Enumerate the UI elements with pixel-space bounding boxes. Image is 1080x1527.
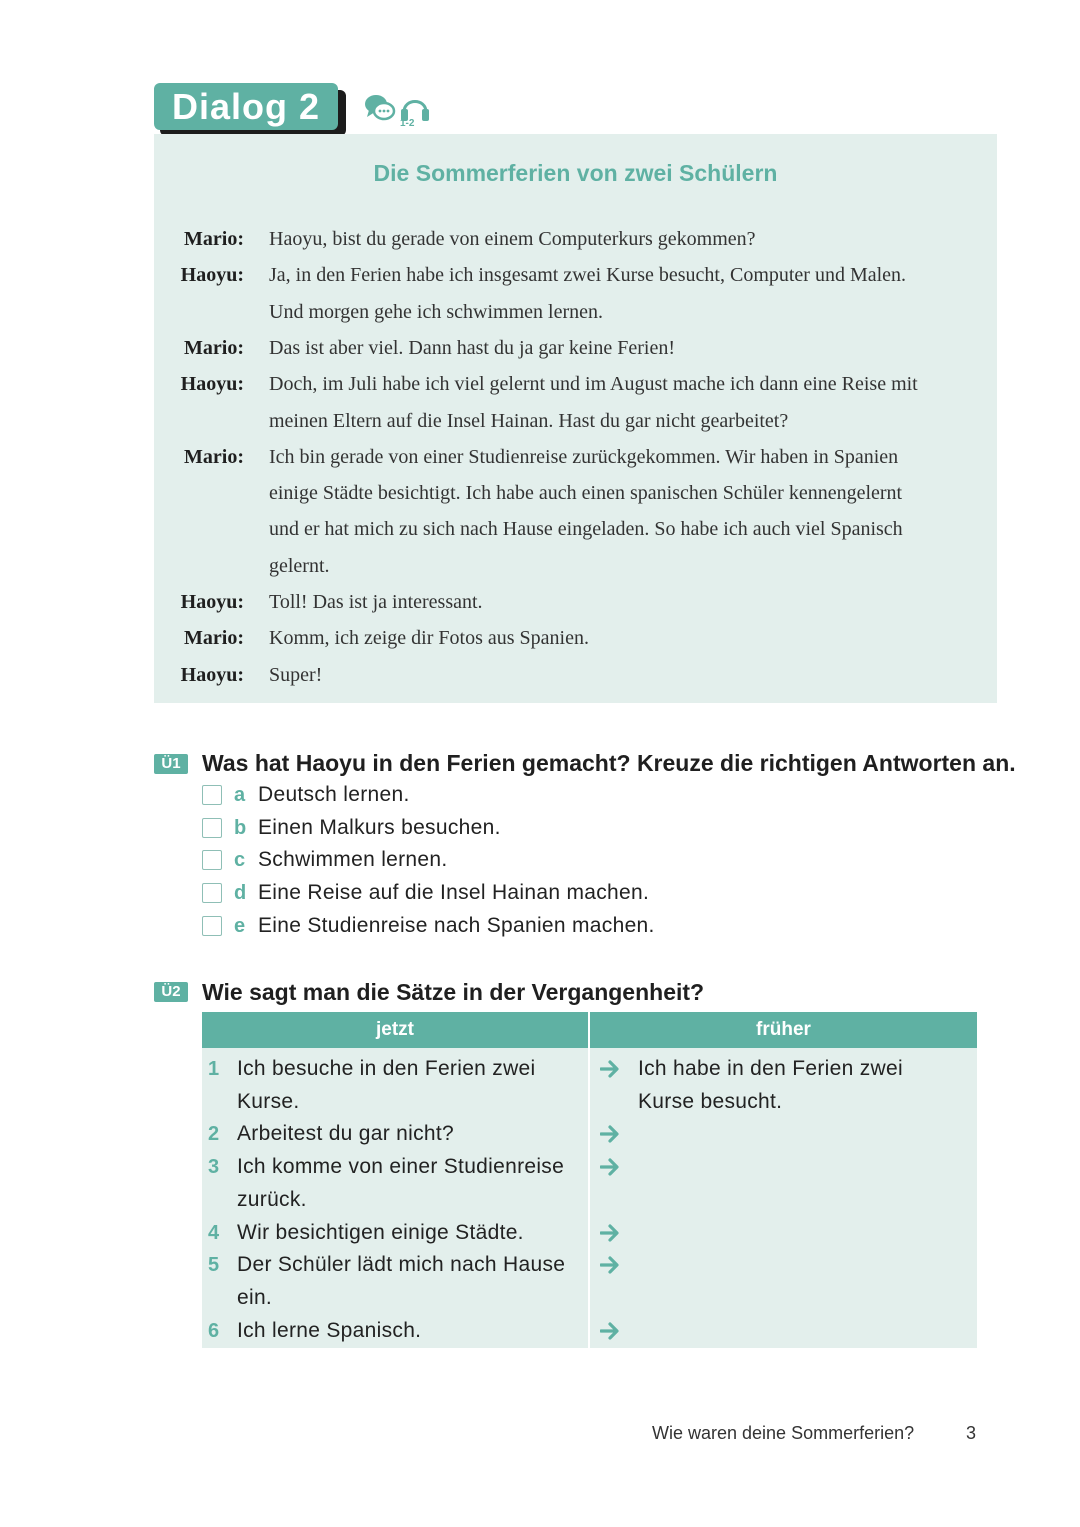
answer-option — [202, 846, 902, 876]
exercise-1-title: Was hat Haoyu in den Ferien gemacht? Kreuze die richtigen Antworten an. — [202, 750, 1016, 776]
dialog-text: gelernt. — [269, 554, 330, 577]
dialog-text: Haoyu, bist du gerade von einem Computerkurs gekommen? — [269, 228, 756, 250]
option-text: Einen Malkurs besuchen. — [258, 815, 501, 839]
row-number: 3 — [208, 1156, 220, 1179]
column-header-now: jetzt — [202, 1012, 588, 1048]
present-sentence: ein. — [237, 1285, 273, 1309]
dialog-speaker: Mario: — [184, 627, 244, 650]
dialog-text: Ich bin gerade von einer Studienreise zurückgekommen. Wir haben in Spanien — [269, 445, 899, 468]
arrow-right-icon — [600, 1053, 622, 1085]
answer-checkbox[interactable] — [202, 916, 222, 936]
dialog-text: Doch, im Juli habe ich viel gelernt und im August mache ich dann eine Reise mit — [269, 373, 918, 396]
dialog-text: einige Städte besichtigt. Ich habe auch einen spanischen Schüler kennengelernt — [269, 482, 903, 505]
page-number: 3 — [966, 1423, 977, 1443]
dialog-text: meinen Eltern auf die Insel Hainan. Hast du gar nicht gearbeitet? — [269, 409, 789, 432]
track-number: 1-2 — [400, 118, 415, 129]
exercise-1-badge: Ü1 — [154, 754, 188, 774]
present-sentence: Der Schüler lädt mich nach Hause — [237, 1253, 566, 1277]
arrow-right-icon — [600, 1217, 622, 1249]
dialog-text: Und morgen gehe ich schwimmen lernen. — [269, 300, 603, 323]
answer-option — [202, 814, 902, 844]
row-number: 1 — [208, 1058, 220, 1080]
present-sentence: Ich besuche in den Ferien zwei — [237, 1057, 536, 1080]
dialog-line — [0, 294, 1080, 330]
dialog-speaker: Mario: — [184, 228, 244, 250]
dialog-text: Das ist aber viel. Dann hast du ja gar keine Ferien! — [269, 336, 675, 359]
arrow-right-icon — [600, 1151, 622, 1183]
option-text: Eine Reise auf die Insel Hainan machen. — [258, 881, 650, 905]
option-letter: d — [234, 882, 247, 905]
arrow-right-icon — [600, 1315, 622, 1347]
column-header-past: früher — [590, 1012, 977, 1048]
option-text: Eine Studienreise nach Spanien machen. — [258, 913, 655, 937]
dialog-speaker: Haoyu: — [180, 663, 244, 686]
dialog-line — [0, 257, 1080, 293]
option-text: Deutsch lernen. — [258, 783, 410, 806]
footer-title: Wie waren deine Sommerferien? — [652, 1423, 915, 1443]
answer-checkbox[interactable] — [202, 850, 222, 870]
present-sentence: zurück. — [237, 1187, 307, 1211]
dialog-line — [0, 475, 1080, 511]
past-sentence: Ich habe in den Ferien zwei — [638, 1057, 903, 1080]
present-sentence: Wir besichtigen einige Städte. — [237, 1220, 524, 1244]
answer-checkbox[interactable] — [202, 883, 222, 903]
dialog-speaker: Haoyu: — [180, 591, 244, 613]
dialog-line — [0, 221, 1080, 257]
answer-option — [202, 912, 902, 942]
dialog-line — [0, 403, 1080, 439]
row-number: 5 — [208, 1254, 220, 1277]
dialog-line — [0, 548, 1080, 584]
dialog-title: Die Sommerferien von zwei Schülern — [373, 160, 778, 186]
answer-option — [202, 781, 902, 811]
option-letter: c — [234, 849, 246, 872]
dialog-text: Toll! Das ist ja interessant. — [269, 591, 483, 613]
dialog-icons — [364, 90, 434, 132]
exercise-2-title: Wie sagt man die Sätze in der Vergangenheit? — [202, 979, 705, 1005]
arrow-right-icon — [600, 1249, 622, 1281]
dialog-line — [0, 439, 1080, 475]
dialog-heading: Dialog 2 — [154, 83, 338, 130]
row-number: 6 — [208, 1319, 220, 1342]
option-text: Schwimmen lernen. — [258, 848, 448, 872]
exercise-2-badge: Ü2 — [154, 982, 188, 1002]
present-sentence: Kurse. — [237, 1089, 300, 1113]
dialog-text: Super! — [269, 663, 323, 686]
dialog-speaker: Mario: — [184, 445, 244, 468]
dialog-line — [0, 657, 1080, 693]
answer-option — [202, 879, 902, 909]
dialog-text: und er hat mich zu sich nach Hause eingeladen. So habe ich auch viel Spanisch — [269, 518, 903, 541]
dialog-speaker: Mario: — [184, 336, 244, 359]
option-letter: e — [234, 914, 246, 937]
row-number: 2 — [208, 1123, 220, 1146]
option-letter: b — [234, 816, 247, 839]
dialog-line — [0, 511, 1080, 547]
dialog-speaker: Haoyu: — [180, 373, 244, 396]
row-number: 4 — [208, 1221, 220, 1244]
column-divider — [588, 1012, 590, 1348]
present-sentence: Ich lerne Spanisch. — [237, 1318, 422, 1342]
dialog-line — [0, 584, 1080, 620]
speech-bubbles-icon — [365, 95, 394, 119]
present-sentence: Ich komme von einer Studienreise — [237, 1155, 565, 1179]
dialog-speaker: Haoyu: — [180, 264, 244, 287]
dialog-line — [0, 620, 1080, 656]
option-letter: a — [234, 784, 246, 806]
arrow-right-icon — [600, 1118, 622, 1150]
answer-checkbox[interactable] — [202, 785, 222, 805]
dialog-text: Ja, in den Ferien habe ich insgesamt zwei Kurse besucht, Computer und Malen. — [269, 264, 907, 287]
answer-checkbox[interactable] — [202, 818, 222, 838]
dialog-line — [0, 330, 1080, 366]
dialog-line — [0, 366, 1080, 402]
present-sentence: Arbeitest du gar nicht? — [237, 1122, 455, 1146]
dialog-text: Komm, ich zeige dir Fotos aus Spanien. — [269, 627, 589, 650]
past-sentence: Kurse besucht. — [638, 1089, 783, 1113]
